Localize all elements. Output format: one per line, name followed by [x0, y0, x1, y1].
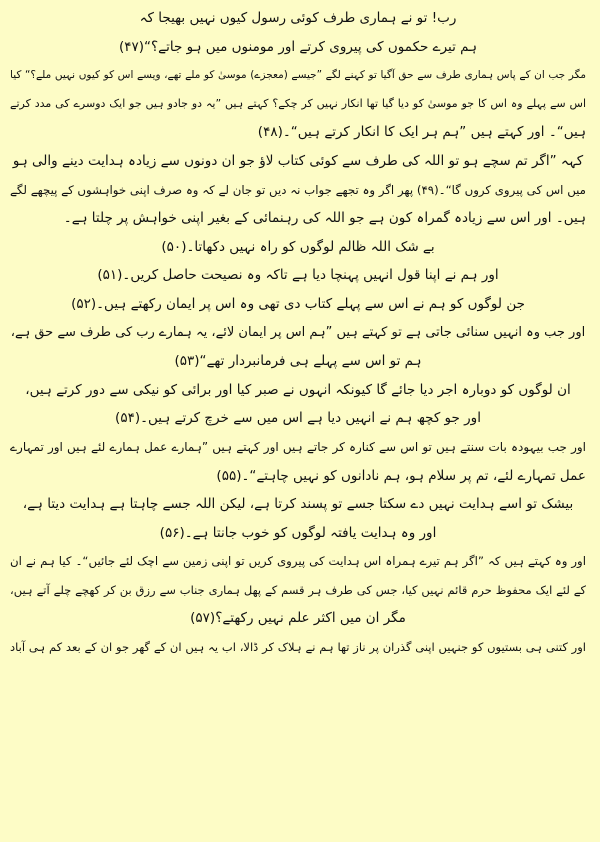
text-line-2: ہم تیرے حکموں کی پیروی کرتے اور مومنوں میں ہو جاتے؟“(۴۷) — [118, 38, 478, 55]
text-line-13: ہم تو اس سے پہلے ہی فرمانبردار تھے“(۵۳) — [174, 353, 422, 370]
text-line-18: بیشک تو اسے ہدایت نہیں دے سکتا جسے تو پسند کرتا ہے، لیکن اللہ جسے چاہتا ہے ہدایت دیتا ہے، — [22, 496, 574, 513]
text-line-22: مگر ان میں اکثر علم نہیں رکھتے؟(۵۷) — [190, 610, 406, 627]
text-line-8: ہیں۔ اور اس سے زیادہ گمراہ کون ہے جو اللہ کی رہنمائی کے بغیر اپنی خواہش پر چلتا ہے۔ — [63, 210, 586, 227]
text-line-23: اور کتنی ہی بستیوں کو جنہیں اپنی گذران پر ناز تھا ہم نے ہلاک کر ڈالا، اب یہ ہیں ان کے گھر جو ان کے بعد کم ہی آباد — [10, 640, 586, 655]
text-line-11: جن لوگوں کو ہم نے اس سے پہلے کتاب دی تھی وہ اس پر ایمان رکھتے ہیں۔(۵۲) — [71, 295, 525, 312]
text-line-5: ہیں“۔ اور کہتے ہیں ”ہم ہر ایک کا انکار کرتے ہیں“۔(۴۸) — [257, 124, 586, 141]
text-line-15: اور جو کچھ ہم نے انہیں دیا ہے اس میں سے خرچ کرتے ہیں۔(۵۴) — [115, 410, 481, 427]
text-line-7: میں اس کی پیروی کروں گا“۔(۴۹) پھر اگر وہ تجھے جواب نہ دیں تو جان لے کہ وہ صرف اپنی خواہشوں کے پیچھے لگے — [10, 182, 586, 197]
text-line-4: اس سے پہلے وہ اس کا جو موسیٰ کو دیا گیا تھا انکار نہیں کر چکے؟ کہتے ہیں ”یہ دو جادو ہیں جو ایک دوسرے کی مدد کرتے — [10, 96, 586, 110]
text-line-20: اور وہ کہتے ہیں کہ ”اگر ہم تیرے ہمراہ اس ہدایت کی پیروی کریں تو اپنی زمین سے اچک لئے جائیں“۔ کیا ہم نے ان — [10, 554, 586, 569]
text-line-9: بے شک اللہ ظالم لوگوں کو راہ نہیں دکھاتا۔(۵۰) — [161, 238, 435, 255]
text-line-16: اور جب بیہودہ بات سنتے ہیں تو اس سے کنارہ کر جاتے ہیں اور کہتے ہیں ”ہمارے عمل ہمارے لئے ہیں اور تمہارے — [10, 439, 586, 454]
text-line-14: ان لوگوں کو دوبارہ اجر دیا جائے گا کیونکہ انہوں نے صبر کیا اور برائی کو نیکی سے دور کرتے ہیں، — [25, 381, 571, 398]
text-line-6: کہہ ”اگر تم سچے ہو تو اللہ کی طرف سے کوئی کتاب لاؤ جو ان دونوں سے زیادہ ہدایت دینے والی ہو — [12, 152, 584, 169]
text-line-21: کے لئے ایک محفوظ حرم قائم نہیں کیا، جس کی طرف ہر قسم کے پھل ہماری جناب سے رزق بن کر کھچے چلے آتے ہیں، — [10, 582, 586, 597]
text-line-1: رب! تو نے ہماری طرف کوئی رسول کیوں نہیں بھیجا کہ — [139, 10, 457, 26]
text-line-10: اور ہم نے اپنا قول انہیں پہنچا دیا ہے تاکہ وہ نصیحت حاصل کریں۔(۵۱) — [97, 267, 499, 284]
text-line-17: عمل تمہارے لئے، تم پر سلام ہو، ہم نادانوں کو نہیں چاہتے“۔(۵۵) — [216, 467, 586, 484]
text-line-12: اور جب وہ انہیں سنائی جاتی ہے تو کہتے ہیں ”ہم اس پر ایمان لائے، یہ ہمارے رب کی طرف سے حق ہے، — [10, 324, 586, 340]
text-line-19: اور وہ ہدایت یافتہ لوگوں کو خوب جانتا ہے۔(۵۶) — [159, 524, 437, 541]
text-line-3: مگر جب ان کے پاس ہماری طرف سے حق آگیا تو کہنے لگے ”جیسے (معجزے) موسیٰ کو ملے تھے، ویسے اس کو کیوں نہیں ملے؟“ کیا — [10, 69, 586, 82]
